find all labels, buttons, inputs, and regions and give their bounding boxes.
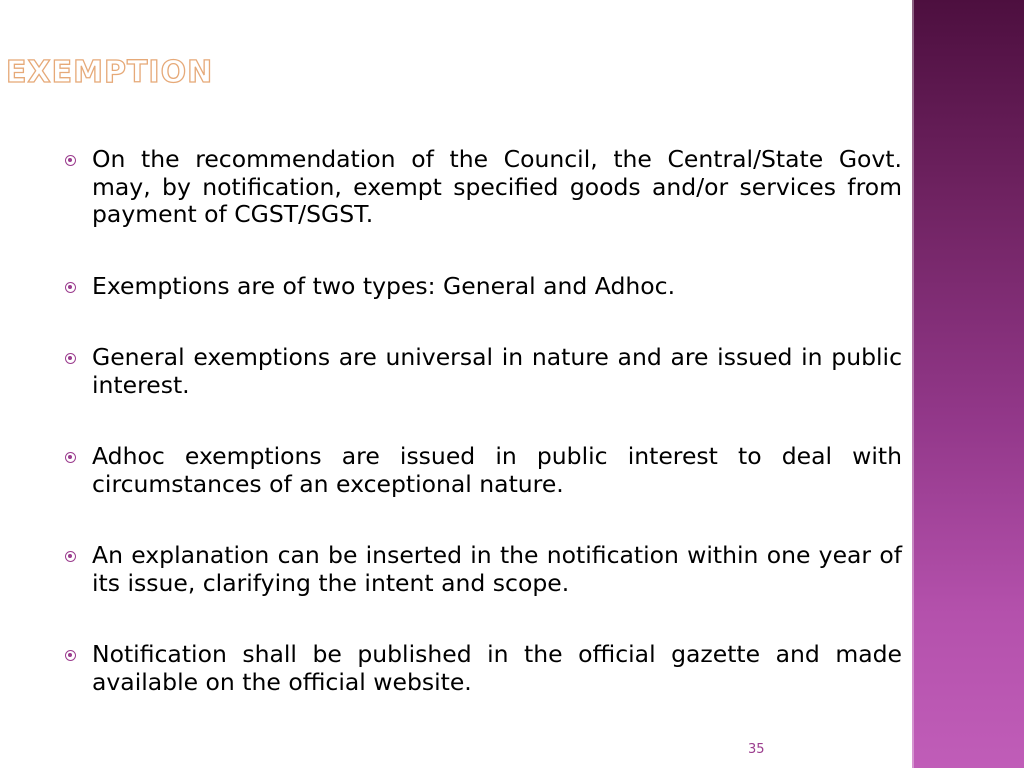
bullet-text: On the recommendation of the Council, the Central/State Govt. may, by notification, exempt specified goods and/or services from payment of CGST/SGST.	[92, 145, 902, 228]
bullet-item	[62, 443, 902, 498]
bullet-text: Adhoc exemptions are issued in public interest to deal with circumstances of an exceptional nature.	[92, 442, 902, 498]
bullet-text: An explanation can be inserted in the notification within one year of its issue, clarifying the intent and scope.	[92, 541, 902, 597]
circle-bullet-icon	[65, 650, 76, 661]
bullet-list	[62, 146, 902, 696]
circle-bullet-icon	[65, 155, 76, 166]
bullet-item	[62, 146, 902, 229]
bullet-item	[62, 641, 902, 696]
bullet-text: Notification shall be published in the official gazette and made available on the official website.	[92, 640, 902, 696]
decorative-side-band	[912, 0, 1024, 768]
circle-bullet-icon	[65, 551, 76, 562]
page-number: 35	[748, 742, 765, 757]
slide-title: EXEMPTION	[6, 55, 214, 90]
circle-bullet-icon	[65, 452, 76, 463]
bullet-item	[62, 344, 902, 399]
bullet-text: Exemptions are of two types: General and Adhoc.	[92, 271, 676, 300]
circle-bullet-icon	[65, 353, 76, 364]
bullet-item	[62, 273, 902, 301]
circle-bullet-icon	[65, 282, 76, 293]
bullet-text: General exemptions are universal in nature and are issued in public interest.	[92, 343, 902, 399]
bullet-item	[62, 542, 902, 597]
